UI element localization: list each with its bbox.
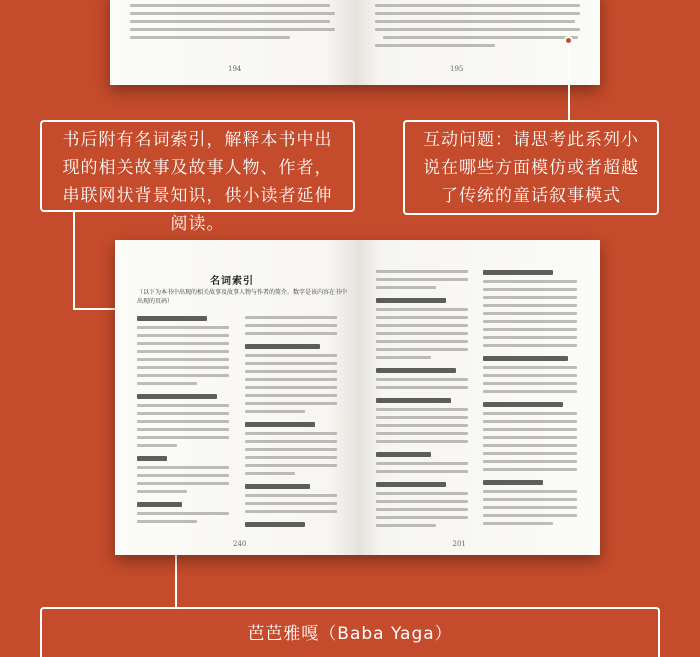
top-book-spread xyxy=(110,0,600,85)
top-book-left-page xyxy=(110,0,355,85)
page-number: 240 xyxy=(233,540,247,548)
page-number: 201 xyxy=(452,540,466,548)
index-book-right-page xyxy=(358,240,601,555)
bottom-term-box xyxy=(40,607,660,657)
index-book-left-page xyxy=(115,240,358,555)
interactive-question-text: 互动问题：请思考此系列小说在哪些方面模仿或者超越了传统的童话叙事模式 xyxy=(423,130,639,206)
index-description-text: 书后附有名词索引，解释本书中出现的相关故事及故事人物、作者，串联网状背景知识，供小读者延伸阅读。 xyxy=(62,130,333,234)
page-number: 194 xyxy=(228,65,242,73)
top-book-right-page xyxy=(355,0,600,85)
connector-line xyxy=(73,308,118,310)
interactive-question-callout xyxy=(403,120,659,215)
page-number: 195 xyxy=(450,65,464,73)
index-description-callout xyxy=(40,120,355,234)
connector-dot xyxy=(564,36,573,45)
connector-line xyxy=(175,548,177,609)
index-intro: （以下为本书中出现的相关故事及故事人物与作者的简介。数字是该内容在书中出现的页码） xyxy=(137,289,348,305)
bottom-term-label: 芭芭雅嘎（Baba Yaga） xyxy=(247,624,453,644)
index-title: 名词索引 xyxy=(210,276,254,287)
connector-line xyxy=(568,40,570,120)
index-book-spread xyxy=(115,240,600,555)
